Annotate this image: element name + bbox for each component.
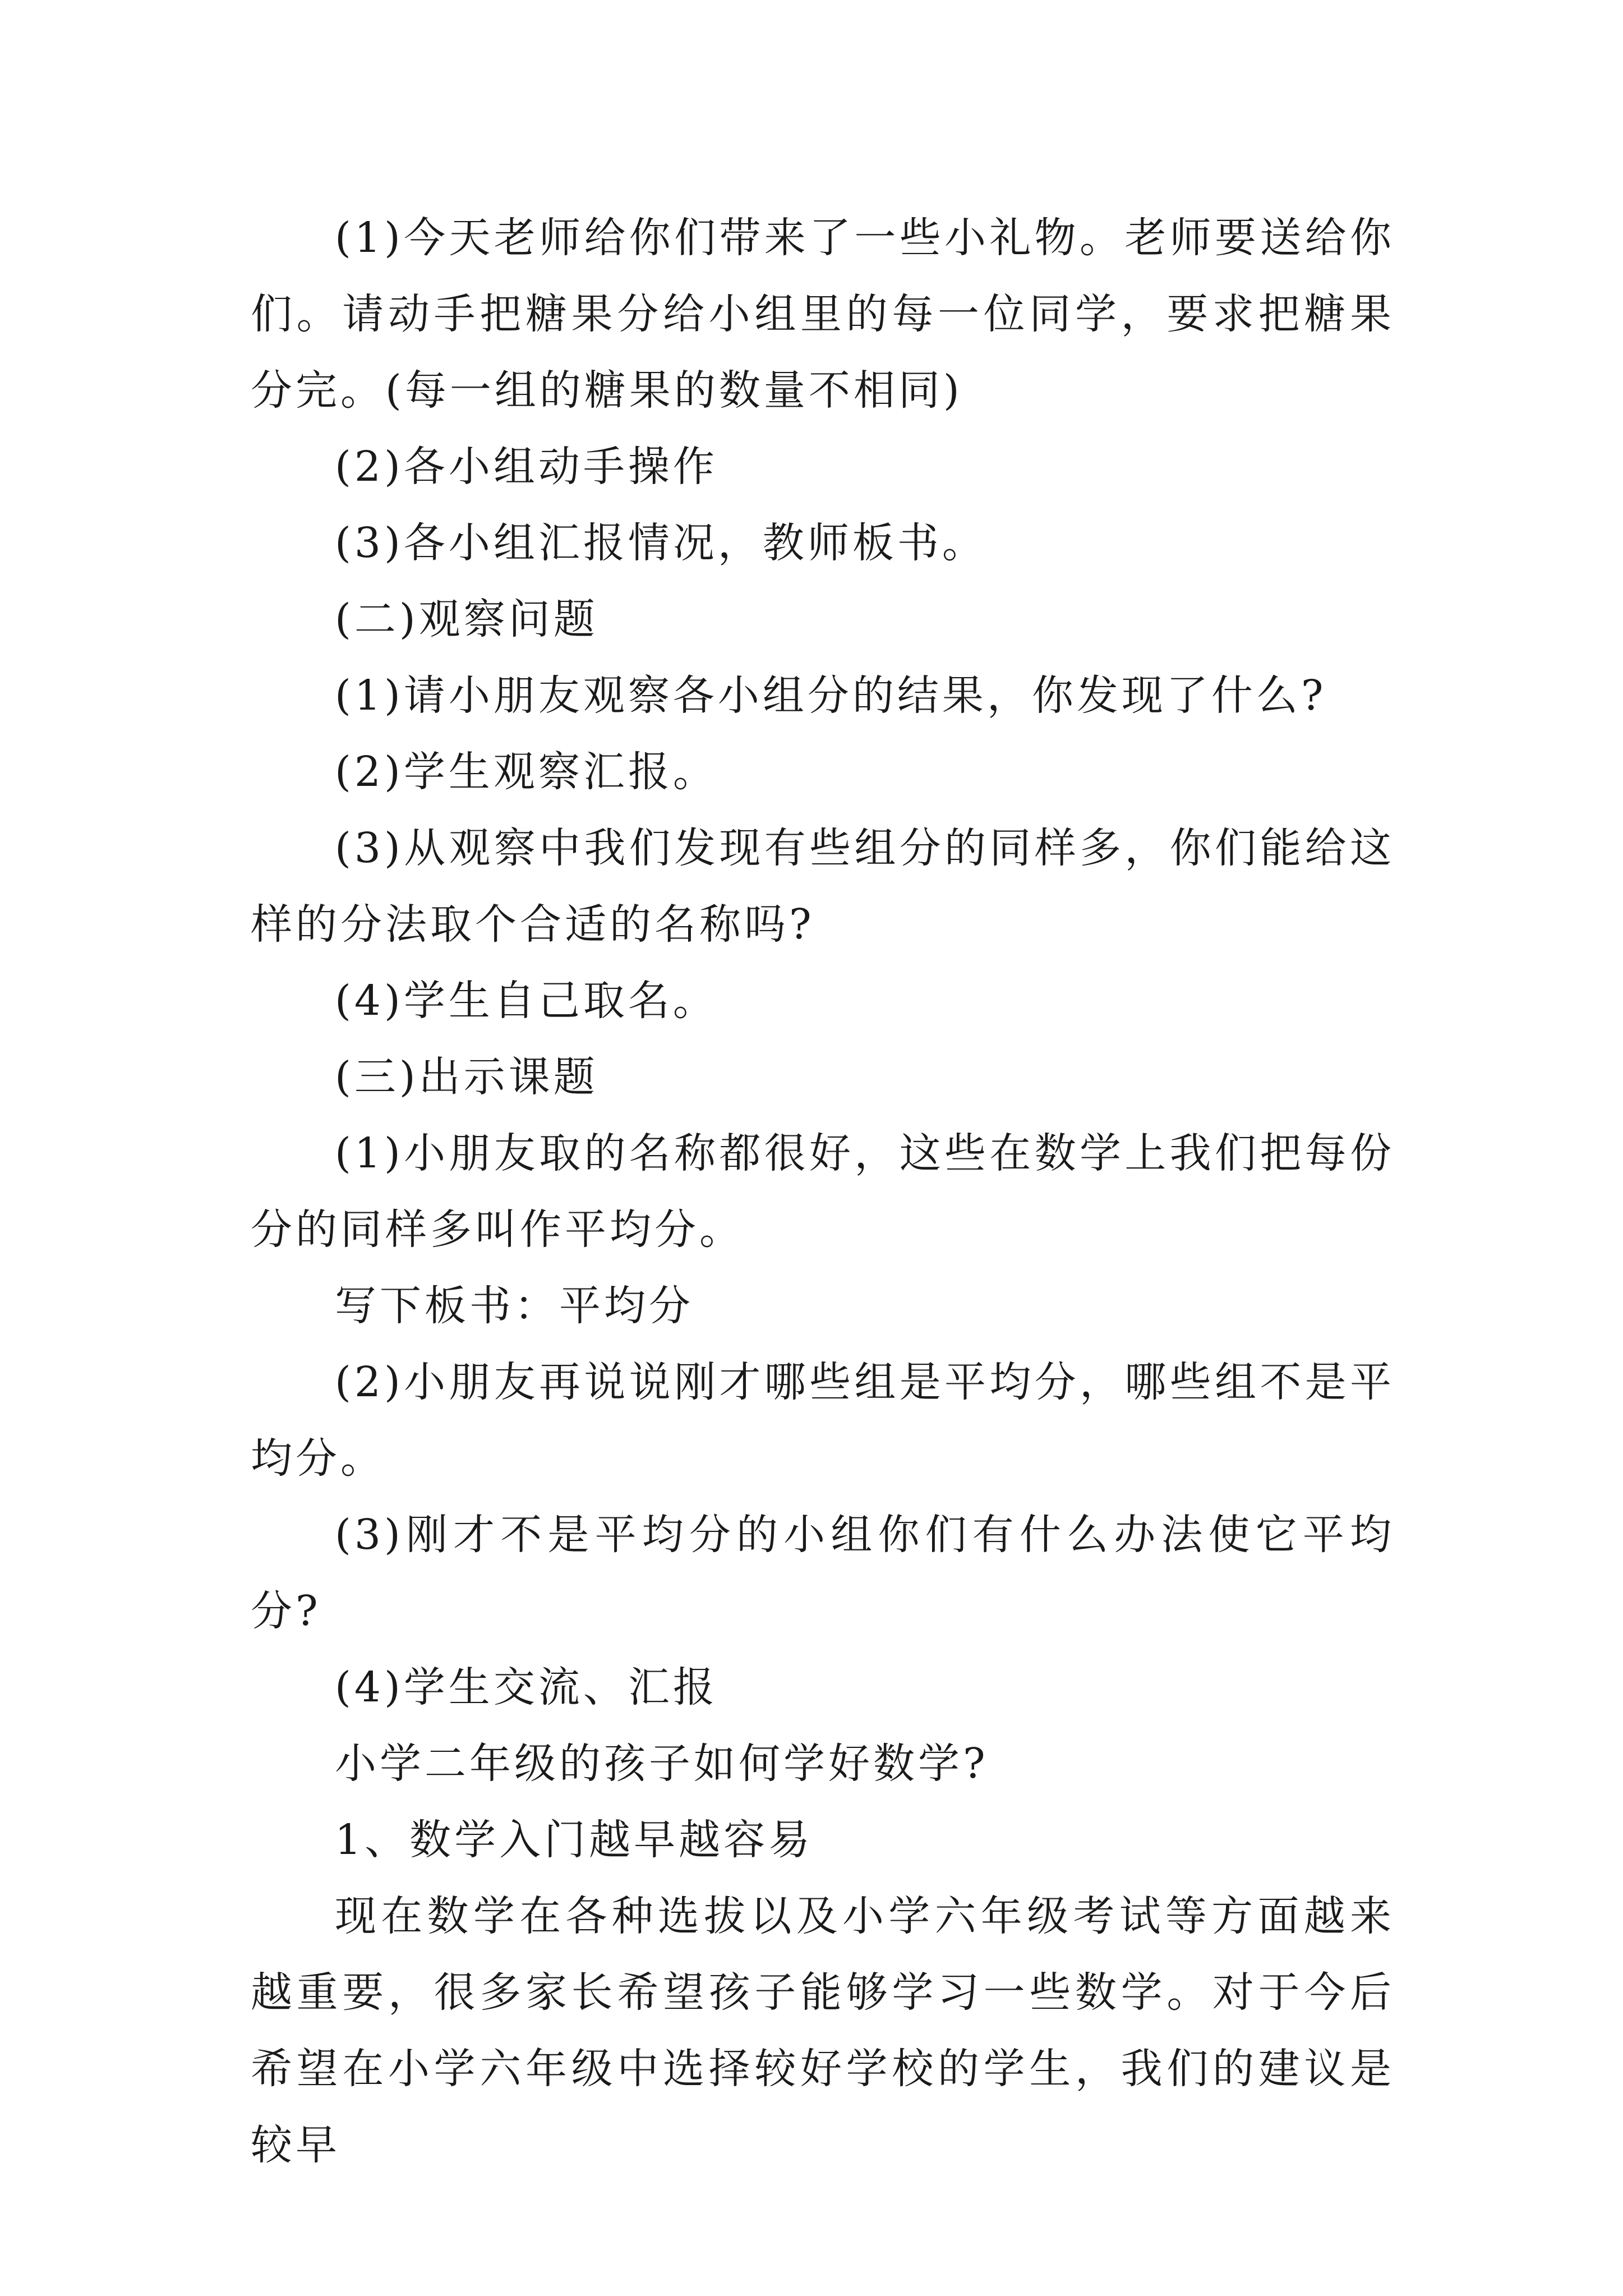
paragraph-17: 现在数学在各种选拔以及小学六年级考试等方面越来越重要，很多家长希望孩子能够学习一些数学。对于今后希望在小学六年级中选择较好学校的学生，我们的建议是较早 [251, 1892, 1395, 2169]
question-heading: 小学二年级的孩子如何学好数学? [335, 1740, 989, 1788]
section-heading-topic: (三)出示课题 [335, 1053, 598, 1101]
tip-heading-1: 1、数学入门越早越容易 [335, 1816, 814, 1864]
paragraph-13: (3)刚才不是平均分的小组你们有什么办法使它平均分? [251, 1511, 1395, 1635]
paragraph-5: (1)请小朋友观察各小组分的结果，你发现了什么? [335, 671, 1327, 720]
document-body [251, 200, 1395, 2183]
paragraph-8: (4)学生自己取名。 [335, 977, 718, 1025]
paragraph-14: (4)学生交流、汇报 [335, 1663, 718, 1711]
paragraph-3: (3)各小组汇报情况，教师板书。 [335, 519, 987, 567]
paragraph-7: (3)从观察中我们发现有些组分的同样多，你们能给这样的分法取个合适的名称吗? [251, 824, 1395, 949]
paragraph-10: (1)小朋友取的名称都很好，这些在数学上我们把每份分的同样多叫作平均分。 [251, 1129, 1395, 1254]
paragraph-12: (2)小朋友再说说刚才哪些组是平均分，哪些组不是平均分。 [251, 1358, 1395, 1483]
paragraph-2: (2)各小组动手操作 [335, 443, 718, 491]
paragraph-6: (2)学生观察汇报。 [335, 748, 718, 796]
paragraph-1: (1)今天老师给你们带来了一些小礼物。老师要送给你们。请动手把糖果分给小组里的每一位同学，要求把糖果分完。(每一组的糖果的数量不相同) [251, 214, 1395, 415]
section-heading-observe: (二)观察问题 [335, 595, 598, 643]
paragraph-11: 写下板书：平均分 [335, 1282, 694, 1330]
